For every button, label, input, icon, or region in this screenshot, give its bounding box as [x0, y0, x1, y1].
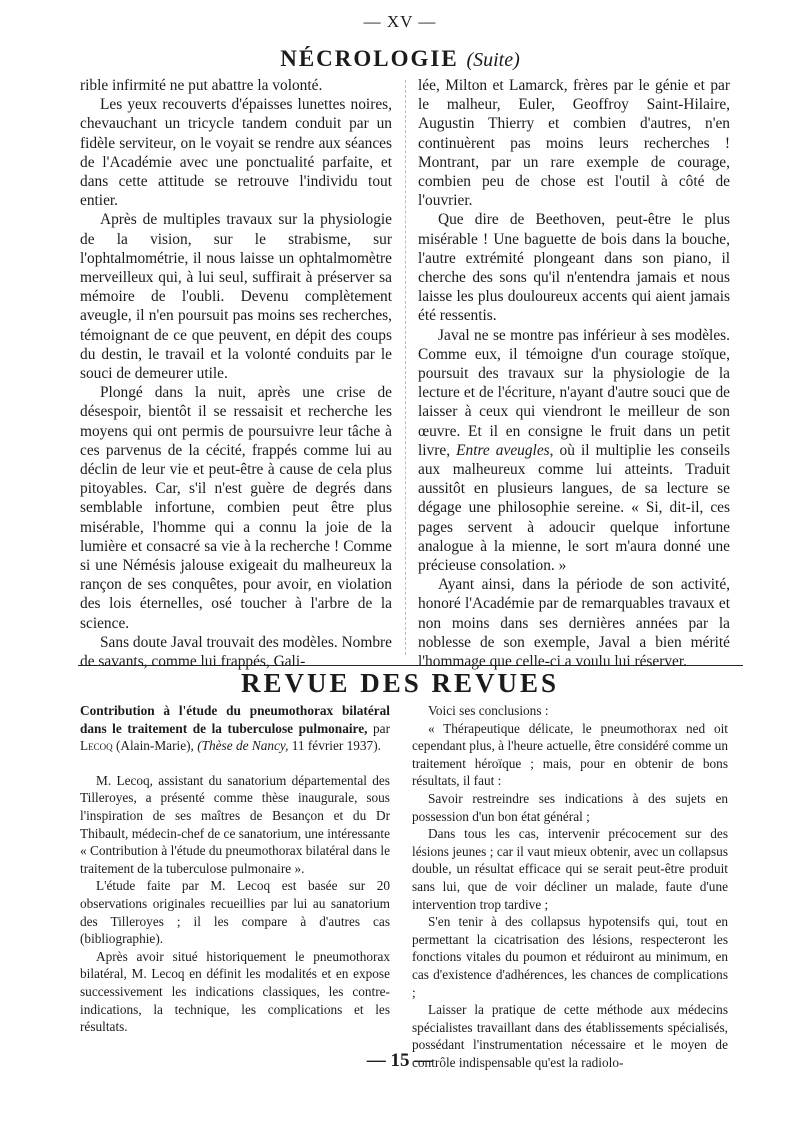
section-divider [78, 665, 743, 666]
paragraph: rible infirmité ne put abattre la volonté. [80, 77, 323, 94]
revue-title: REVUE DES REVUES [240, 668, 560, 698]
spacer [80, 755, 390, 772]
section-title [0, 46, 800, 72]
article-by: par [373, 720, 390, 736]
article-author: Lecoq [80, 738, 113, 754]
article-thesis: (Thèse de Nancy, [197, 738, 289, 754]
article-title: Contribution à l'étude du pneumothorax bilatéral dans le traitement de la tuberculose pulmonaire, [80, 703, 390, 736]
paragraph: Voici ses conclusions : [428, 703, 549, 718]
paragraph: M. Lecoq, assistant du sanatorium départemental des Tilleroyes, a présenté comme thèse inaugurale, sous l'inspiration de ses maîtres de Besançon et du Dr Thibault, médecin-chef de ce sanatorium, une intéressante « Contribution à l'étude du pneumothorax bilatéral dans le traitement de la tuberculose pulmonaire ». [80, 772, 390, 876]
revue-right-column [412, 702, 728, 1071]
article-citation [80, 702, 390, 755]
paragraph: Sans doute Javal trouvait des modèles. Nombre de savants, comme lui frappés, Gali- [80, 633, 392, 671]
paragraph: S'en tenir à des collapsus hypotensifs qui, tout en permettant la cicatrisation des lésions, respecteront les fonctions vitales du poumon et réduiront au minimum, en cas d'existence d'adhérences, les chances de complications ; [412, 914, 728, 1000]
page-number-roman: — XV — [363, 12, 437, 31]
paragraph: L'étude faite par M. Lecoq est basée sur 20 observations originales recueillies par lui au sanatorium des Tilleroyes ; il les compare à d'autres cas (bibliographie). [80, 878, 390, 947]
article-date: 11 février 1937). [291, 738, 381, 754]
paragraph: Dans tous les cas, intervenir précocement sur des lésions jeunes ; car il vaut mieux obtenir, avec un collapsus double, un résultat efficace qui se serait peut-être produit sans lui, que de voir décliner un malade, faute d'une intervention trop tardive ; [412, 826, 728, 912]
paragraph: Savoir restreindre ses indications à des sujets en possession d'un bon état général ; [412, 790, 728, 824]
paragraph: « Thérapeutique délicate, le pneumothorax ned oit cependant plus, à l'heure actuelle, être considéré comme un traitement héroïque ; mais, pour en obtenir de bons résultats, il faut : [412, 720, 728, 789]
necrologie-left-column [80, 76, 392, 671]
section-title-text: NÉCROLOGIE [280, 46, 459, 71]
page-number-footer: — 15 — [366, 1050, 434, 1071]
paragraph: Plongé dans la nuit, après une crise de désespoir, bientôt il se ressaisit et recherche les moyens qui ont permis de poursuivre leur tâche à ces parvenus de la cécité, frappés comme lui au déclin de leur vie et peut-être à cause de cela plus pitoyables. Car, s'il n'est guère de degrés dans semblable infortune, combien peut être plus misérable, l'homme qui a connu la joie de la lumière et consacré sa vie à la recherche ! Comme si une Némésis jalouse exigeait du malheureux la rançon de ses conquêtes, pour avoir, en violation des lois éternelles, osé toucher à l'arbre de la science. [80, 384, 392, 632]
paragraph: Ayant ainsi, dans la période de son activité, honoré l'Académie par de remarquables travaux et non moins dans ses dernières années par la noblesse de son exemple, Javal a bien mérité l'hommage que celle-ci a voulu lui réserver. [418, 576, 730, 671]
text-span: , où il multiplie les conseils aux malheureux comme lui atteints. Traduit aussitôt en plusieurs langues, de sa lecture se dégage une philosophie sereine. « Si, dit-il, ces pages servent à adoucir quelque infortune analogue à la mienne, le sort m'aura donné une précieuse consolation. » [418, 441, 730, 575]
paragraph: Que dire de Beethoven, peut-être le plus misérable ! Une baguette de bois dans la bouche, l'autre extrémité plongeant dans son piano, il cherche des sons qu'il n'entendra jamais et nous laisse les plus douloureux accents qui aient jamais été ressentis. [418, 211, 730, 325]
paragraph: Laisser la pratique de cette méthode aux médecins spécialistes travaillant dans des établissements spécialisés, possédant l'instrumentation nécessaire et le moyen de contrôle indispensable qu'est la radiolo- [412, 1002, 728, 1070]
revue-left-column [80, 702, 390, 1036]
text-span: Javal ne se montre pas inférieur à ses modèles. Comme eux, il témoigne d'un courage stoïque, poursuit des travaux sur la physiologie de la lecture et de l'écriture, n'ayant d'autre souci que de laisser à ceux qui viendront le meilleur de son œuvre. Et il en consigne le fruit dans un petit livre, [418, 326, 730, 459]
paragraph: Après de multiples travaux sur la physiologie de la vision, sur le strabisme, sur l'ophtalmométrie, il nous laisse un ophtalmomètre merveilleux qui, à lui seul, suffirait à préserver sa mémoire de l'oubli. Devenu complètement aveugle, il n'en poursuit pas moins ses recherches, témoignant de ce que peuvent, en dépit des coups du destin, le travail et la volonté conduits par le souci de demeurer utile. [80, 211, 392, 383]
section-title-suffix: (Suite) [466, 49, 520, 71]
book-title: Entre aveugles [456, 441, 550, 459]
necrologie-right-column [418, 76, 730, 671]
paragraph: Les yeux recouverts d'épaisses lunettes noires, chevauchant un tricycle tandem conduit par un fidèle serviteur, on le voyait se rendre aux séances de l'Académie avec une ponctualité parfaite, et dans cette attitude se retrouve l'individu tout entier. [80, 96, 392, 210]
paragraph: Après avoir situé historiquement le pneumothorax bilatéral, M. Lecoq en définit les modalités et en expose successivement les indications classiques, les contre-indications, la technique, les complications et les résultats. [80, 948, 390, 1035]
paragraph: lée, Milton et Lamarck, frères par le génie et par le malheur, Euler, Geoffroy Saint-Hilaire, Augustin Thierry et combien d'autres, n'en continuèrent pas moins leurs recherches ! Montrant, par un rare exemple de courage, combien peu de chose est l'outil à côté de l'ouvrier. [418, 77, 730, 210]
paragraph [418, 326, 730, 576]
column-separator [405, 80, 406, 655]
article-author-first: (Alain-Marie), [115, 738, 194, 754]
